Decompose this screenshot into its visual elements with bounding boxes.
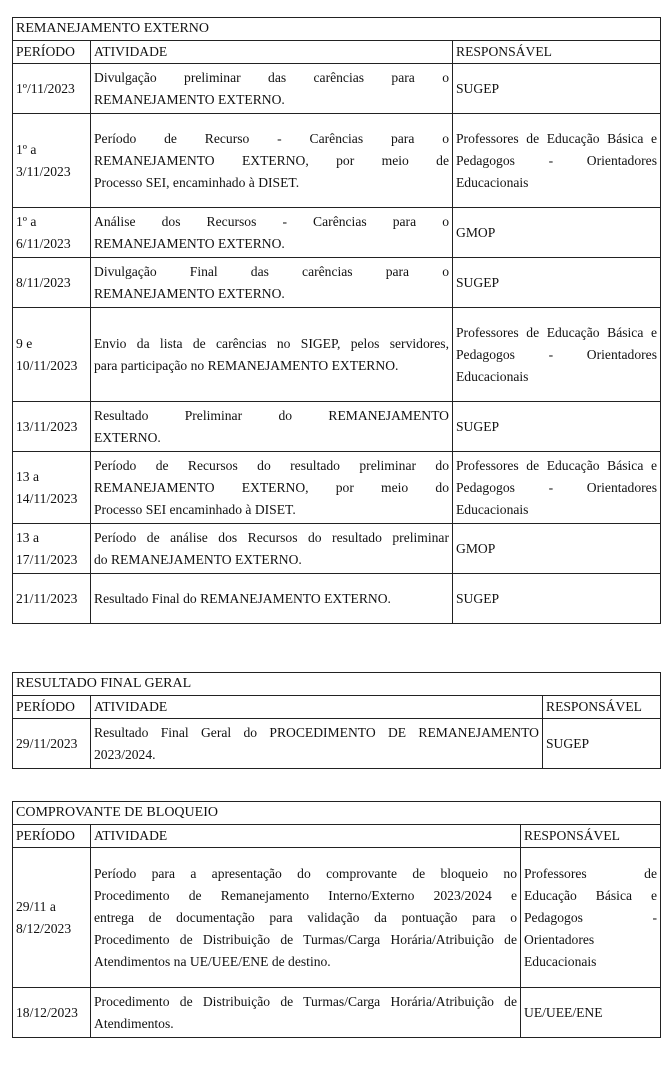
cell-line: Educacionais <box>456 368 529 384</box>
responsible-cell <box>453 308 661 402</box>
period-cell <box>13 402 91 452</box>
responsible-cell <box>453 208 661 258</box>
cell-line: REMANEJAMENTO EXTERNO, por meio do <box>94 479 449 495</box>
activity-cell <box>91 114 453 208</box>
activity-cell <box>91 574 453 624</box>
table-row <box>13 719 661 769</box>
cell-line: Pedagogos - Orientadores <box>456 152 657 168</box>
cell-line: Processo SEI encaminhado à DISET. <box>94 501 296 517</box>
cell-line: Análise dos Recursos - Carências para o <box>94 213 449 229</box>
cell-line: Pedagogos - <box>524 909 657 925</box>
activity-cell <box>91 988 521 1038</box>
period-cell <box>13 114 91 208</box>
table-row <box>13 114 661 208</box>
cell-line: para participação no REMANEJAMENTO EXTERNO. <box>94 357 399 373</box>
table-title: COMPROVANTE DE BLOQUEIO <box>13 802 661 825</box>
cell-line: Atendimentos. <box>94 1015 174 1031</box>
responsible-cell <box>453 258 661 308</box>
activity-cell <box>91 208 453 258</box>
cell-line: 1º a <box>16 141 37 157</box>
cell-line: REMANEJAMENTO EXTERNO. <box>94 235 285 251</box>
period-cell <box>13 988 91 1038</box>
responsible-cell <box>453 402 661 452</box>
cell-line: Educacionais <box>456 501 529 517</box>
cell-line: Professores de Educação Básica e <box>456 457 657 473</box>
cell-line: 13 a <box>16 529 40 545</box>
cell-line: Resultado Final Geral do PROCEDIMENTO DE REMANEJAMENTO <box>94 724 539 740</box>
header-activity: ATIVIDADE <box>91 825 521 848</box>
cell-line: 10/11/2023 <box>16 357 78 373</box>
cell-line: 8/12/2023 <box>16 920 72 936</box>
responsible-cell <box>453 64 661 114</box>
cell-line: 1º/11/2023 <box>16 80 75 96</box>
responsible-cell <box>453 452 661 524</box>
table-body <box>13 848 661 1038</box>
cell-line: SUGEP <box>456 80 500 96</box>
table-body <box>13 64 661 624</box>
cell-line: do REMANEJAMENTO EXTERNO. <box>94 551 302 567</box>
cell-line: REMANEJAMENTO EXTERNO. <box>94 285 285 301</box>
header-period: PERÍODO <box>13 825 91 848</box>
cell-line: REMANEJAMENTO EXTERNO, por meio de <box>94 152 449 168</box>
header-activity: ATIVIDADE <box>91 41 453 64</box>
activity-cell <box>91 719 543 769</box>
cell-line: 2023/2024. <box>94 746 156 762</box>
comprovante-de-bloqueio-table <box>12 801 661 1038</box>
cell-line: 1º a <box>16 213 37 229</box>
cell-line: 17/11/2023 <box>16 551 78 567</box>
responsible-cell <box>453 114 661 208</box>
cell-line: Educação Básica e <box>524 887 657 903</box>
responsible-cell <box>521 848 661 988</box>
cell-line: 29/11 a <box>16 898 56 914</box>
table-row <box>13 574 661 624</box>
header-responsible: RESPONSÁVEL <box>521 825 661 848</box>
cell-line: Professores de Educação Básica e <box>456 130 657 146</box>
cell-line: Procedimento de Distribuição de Turmas/Carga Horária/Atribuição de <box>94 931 517 947</box>
cell-line: EXTERNO. <box>94 429 161 445</box>
cell-line: Resultado Preliminar do REMANEJAMENTO <box>94 407 449 423</box>
cell-line: Pedagogos - Orientadores <box>456 479 657 495</box>
cell-line: Processo SEI, encaminhado à DISET. <box>94 174 300 190</box>
cell-line: Atendimentos na UE/UEE/ENE de destino. <box>94 953 331 969</box>
cell-line: Professores de <box>524 865 657 881</box>
activity-cell <box>91 402 453 452</box>
period-cell <box>13 848 91 988</box>
responsible-cell <box>543 719 661 769</box>
cell-line: Educacionais <box>524 953 597 969</box>
cell-line: Divulgação preliminar das carências para o <box>94 69 449 85</box>
cell-line: Período de Recursos do resultado preliminar do <box>94 457 449 473</box>
period-cell <box>13 208 91 258</box>
header-period: PERÍODO <box>13 41 91 64</box>
resultado-final-geral-table <box>12 672 661 769</box>
cell-line: 6/11/2023 <box>16 235 71 251</box>
cell-line: 8/11/2023 <box>16 274 71 290</box>
cell-line: GMOP <box>456 224 496 240</box>
cell-line: 3/11/2023 <box>16 163 71 179</box>
table-row <box>13 452 661 524</box>
header-activity: ATIVIDADE <box>91 696 543 719</box>
cell-line: Educacionais <box>456 174 529 190</box>
cell-line: SUGEP <box>456 418 500 434</box>
cell-line: UE/UEE/ENE <box>524 1004 603 1020</box>
table-title: RESULTADO FINAL GERAL <box>13 673 661 696</box>
responsible-cell <box>453 524 661 574</box>
cell-line: GMOP <box>456 540 496 556</box>
period-cell <box>13 452 91 524</box>
cell-line: Período de Recurso - Carências para o <box>94 130 449 146</box>
period-cell <box>13 524 91 574</box>
responsible-cell <box>453 574 661 624</box>
cell-line: Período para a apresentação do comprovante de bloqueio no <box>94 865 517 881</box>
table-title: REMANEJAMENTO EXTERNO <box>13 18 661 41</box>
cell-line: 13/11/2023 <box>16 418 78 434</box>
table-row <box>13 308 661 402</box>
responsible-cell <box>521 988 661 1038</box>
cell-line: Resultado Final do REMANEJAMENTO EXTERNO. <box>94 590 391 606</box>
table-row <box>13 64 661 114</box>
table-row <box>13 402 661 452</box>
table-row <box>13 524 661 574</box>
cell-line: Orientadores <box>524 931 595 947</box>
activity-cell <box>91 64 453 114</box>
cell-line: Pedagogos - Orientadores <box>456 346 657 362</box>
remanejamento-externo-table <box>12 17 661 624</box>
table-row <box>13 988 661 1038</box>
activity-cell <box>91 452 453 524</box>
cell-line: SUGEP <box>546 735 590 751</box>
cell-line: 13 a <box>16 468 40 484</box>
cell-line: Professores de Educação Básica e <box>456 324 657 340</box>
period-cell <box>13 64 91 114</box>
cell-line: 29/11/2023 <box>16 735 78 751</box>
header-responsible: RESPONSÁVEL <box>543 696 661 719</box>
cell-line: 14/11/2023 <box>16 490 78 506</box>
table-row <box>13 258 661 308</box>
activity-cell <box>91 258 453 308</box>
table-row <box>13 848 661 988</box>
cell-line: SUGEP <box>456 274 500 290</box>
period-cell <box>13 574 91 624</box>
cell-line: entrega de documentação para validação da pontuação para o <box>94 909 517 925</box>
table-body <box>13 719 661 769</box>
cell-line: REMANEJAMENTO EXTERNO. <box>94 91 285 107</box>
activity-cell <box>91 524 453 574</box>
header-responsible: RESPONSÁVEL <box>453 41 661 64</box>
cell-line: 21/11/2023 <box>16 590 78 606</box>
activity-cell <box>91 308 453 402</box>
cell-line: Período de análise dos Recursos do resultado preliminar <box>94 529 449 545</box>
table-row <box>13 208 661 258</box>
period-cell <box>13 308 91 402</box>
cell-line: Procedimento de Remanejamento Interno/Externo 2023/2024 e <box>94 887 517 903</box>
cell-line: Envio da lista de carências no SIGEP, pelos servidores, <box>94 335 449 351</box>
cell-line: Divulgação Final das carências para o <box>94 263 449 279</box>
cell-line: SUGEP <box>456 590 500 606</box>
period-cell <box>13 719 91 769</box>
header-period: PERÍODO <box>13 696 91 719</box>
cell-line: 18/12/2023 <box>16 1004 78 1020</box>
cell-line: Procedimento de Distribuição de Turmas/Carga Horária/Atribuição de <box>94 993 517 1009</box>
cell-line: 9 e <box>16 335 33 351</box>
period-cell <box>13 258 91 308</box>
activity-cell <box>91 848 521 988</box>
